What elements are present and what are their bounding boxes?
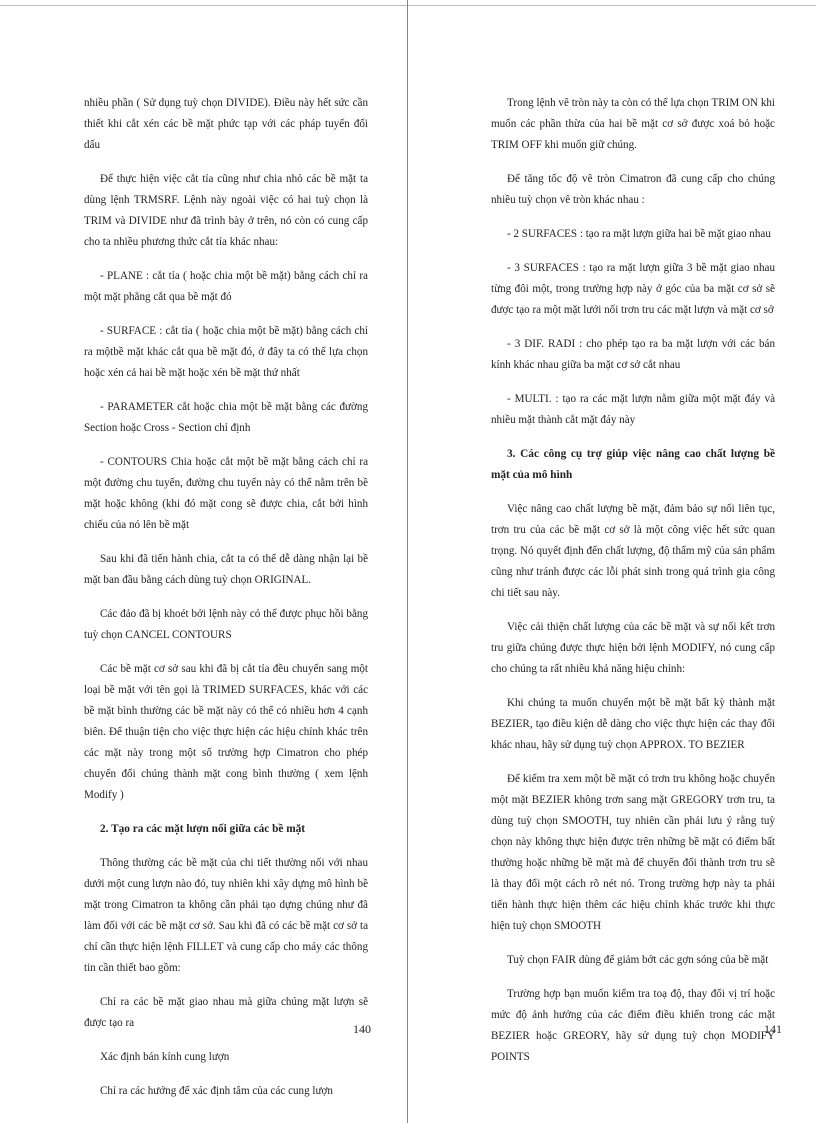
top-rule <box>408 5 816 6</box>
paragraph: Các đảo đã bị khoét bởi lệnh này có thể được phục hồi bằng tuỳ chọn CANCEL CONTOURS <box>84 608 368 641</box>
paragraph: - PARAMETER cắt hoặc chia một bề mặt bằng các đường Section hoặc Cross - Section chỉ định <box>84 401 368 434</box>
paragraph: Sau khi đã tiến hành chia, cắt ta có thể dễ dàng nhận lại bề mặt ban đầu bằng cách dùng tuỳ chọn ORIGINAL. <box>84 553 368 586</box>
paragraph: Việc nâng cao chất lượng bề mặt, đảm bảo sự nối liên tục, trơn tru của các bề mặt cơ sở là một công việc hết sức quan trọng. Nó quyết định đến chất lượng, độ thẩm mỹ của sản phẩm cũng như tránh được các lỗi phát sinh trong quá trình gia công chi tiết sau này. <box>491 503 775 599</box>
page-number: 141 <box>764 1022 782 1036</box>
paragraph: Để tăng tốc độ vê tròn Cimatron đã cung cấp cho chúng nhiều tuỳ chọn vê tròn khác nhau : <box>491 173 775 206</box>
right-page <box>408 0 816 1123</box>
paragraph: Xác định bán kính cung lượn <box>100 1051 230 1063</box>
right-page-body <box>491 93 775 1081</box>
top-rule <box>0 5 407 6</box>
page-number: 140 <box>353 1022 371 1036</box>
paragraph: - CONTOURS Chia hoặc cắt một bề mặt bằng cách chỉ ra một đường chu tuyến, đường chu tuyến này có thể nằm trên bề mặt hoặc không (khi đó mặt cong sẽ được chia, cắt bởi hình chiếu của nó lên bề mặt <box>84 456 368 531</box>
paragraph: - 3 SURFACES : tạo ra mặt lượn giữa 3 bề mặt giao nhau từng đôi một, trong trường hợp này ở góc của ba mặt cơ sở sẽ được tạo ra một mặt lưới nối trơn tru các mặt lượn và mặt cơ sở <box>491 262 775 316</box>
paragraph: Chỉ ra các hướng để xác định tâm của các cung lượn <box>100 1085 333 1097</box>
paragraph: - PLANE : cắt tỉa ( hoặc chia một bề mặt) bằng cách chỉ ra một mặt phẳng cắt qua bề mặt đó <box>84 270 368 303</box>
section-heading: 2. Tạo ra các mặt lượn nối giữa các bề mặt <box>100 823 306 835</box>
paragraph: - 3 DIF. RADI : cho phép tạo ra ba mặt lượn với các bán kính khác nhau giữa ba mặt cơ sở cắt nhau <box>491 338 775 371</box>
section-heading: 3. Các công cụ trợ giúp việc nâng cao chất lượng bề mặt của mô hình <box>491 448 775 481</box>
paragraph: Thông thường các bề mặt của chi tiết thường nối với nhau dưới một cung lượn nào đó, tuy nhiên khi xây dựng mô hình bề mặt trong Cimatron ta không cần phải tạo dựng chúng như đã làm đối với các bề mặt cơ sở. Sau khi đã có các bề mặt cơ sở ta chỉ cần thực hiện lệnh FILLET và cung cấp cho máy các thông tin cần thiết bao gồm: <box>84 857 368 974</box>
paragraph: Các bề mặt cơ sở sau khi đã bị cắt tỉa đều chuyển sang một loại bề mặt với tên gọi là TRIMED SURFACES, khác với các bề mặt bình thường các bề mặt này có thể có nhiều hơn 4 cạnh biên. Để thuận tiện cho việc thực hiện các hiệu chỉnh khác trên các mặt này trong một số trường hợp Cimatron cho phép chuyển đổi chúng thành mặt cong bình thường ( xem lệnh Modify ) <box>84 663 368 801</box>
paragraph: - SURFACE : cắt tỉa ( hoặc chia một bề mặt) bằng cách chỉ ra mộtbề mặt khác cắt qua bề mặt đó, ở đây ta có thể lựa chọn hoặc xén cả hai bề mặt hoặc xén bề mặt thứ nhất <box>84 325 368 379</box>
paragraph: Khi chúng ta muốn chuyển một bề mặt bất kỳ thành mặt BEZIER, tạo điều kiện dễ dàng cho việc thực hiện các thay đổi khác nhau, hãy sử dụng tuỳ chọn APPROX. TO BEZIER <box>491 697 775 751</box>
left-page-body <box>84 93 368 1115</box>
paragraph: Trường hợp bạn muốn kiểm tra toạ độ, thay đổi vị trí hoặc mức độ ảnh hưởng của các điểm điều khiển trong các mặt BEZIER hoặc GREORY, hãy sử dụng tuỳ chọn MODIFY POINTS <box>491 988 775 1063</box>
paragraph: Trong lệnh vê tròn này ta còn có thể lựa chọn TRIM ON khi muốn các phần thừa của hai bề mặt cơ sở được xoá bỏ hoặc TRIM OFF khi muốn giữ chúng. <box>491 97 775 151</box>
paragraph: Để thực hiện việc cắt tỉa cũng như chia nhỏ các bề mặt ta dùng lệnh TRMSRF. Lệnh này ngoài việc có hai tuỳ chọn là TRIM và DIVIDE như đã trình bày ở trên, nó còn có cung cấp cho ta nhiều phương thức cắt tỉa khác nhau: <box>84 173 368 248</box>
paragraph: Tuỳ chọn FAIR dùng để giảm bớt các gợn sóng của bề mặt <box>507 954 769 966</box>
paragraph: Để kiểm tra xem một bề mặt có trơn tru không hoặc chuyển một mặt BEZIER không trơn sang mặt GREGORY trơn tru, ta dùng tuỳ chọn SMOOTH, tuy nhiên cần phải lưu ý rằng tuỳ chọn này không thực hiện được trên những bề mặt có điểm bất thường hoặc những bề mặt mà để chuyển đổi thành trơn tru sẽ là thay đổi một cách rõ nét nó. Trong trường hợp này ta phải tiến hành thực hiện thêm các hiệu chỉnh khác trước khi thực hiện tuỳ chọn SMOOTH <box>491 773 775 932</box>
paragraph: Chỉ ra các bề mặt giao nhau mà giữa chúng mặt lượn sẽ được tạo ra <box>84 996 368 1029</box>
paragraph: - 2 SURFACES : tạo ra mặt lượn giữa hai bề mặt giao nhau <box>507 228 771 240</box>
paragraph: Việc cải thiện chất lượng của các bề mặt và sự nối kết trơn tru giữa chúng được thực hiện bởi lệnh MODIFY, nó cung cấp cho chúng ta rất nhiều khả năng hiệu chỉnh: <box>491 621 775 675</box>
paragraph: nhiều phần ( Sử dụng tuỳ chọn DIVIDE). Điều này hết sức cần thiết khi cắt xén các bề mặt phức tạp với các pháp tuyến đổi dấu <box>84 97 368 151</box>
paragraph: - MULTI. : tạo ra các mặt lượn nằm giữa một mặt đáy và nhiều mặt thành cắt mặt đáy này <box>491 393 775 426</box>
